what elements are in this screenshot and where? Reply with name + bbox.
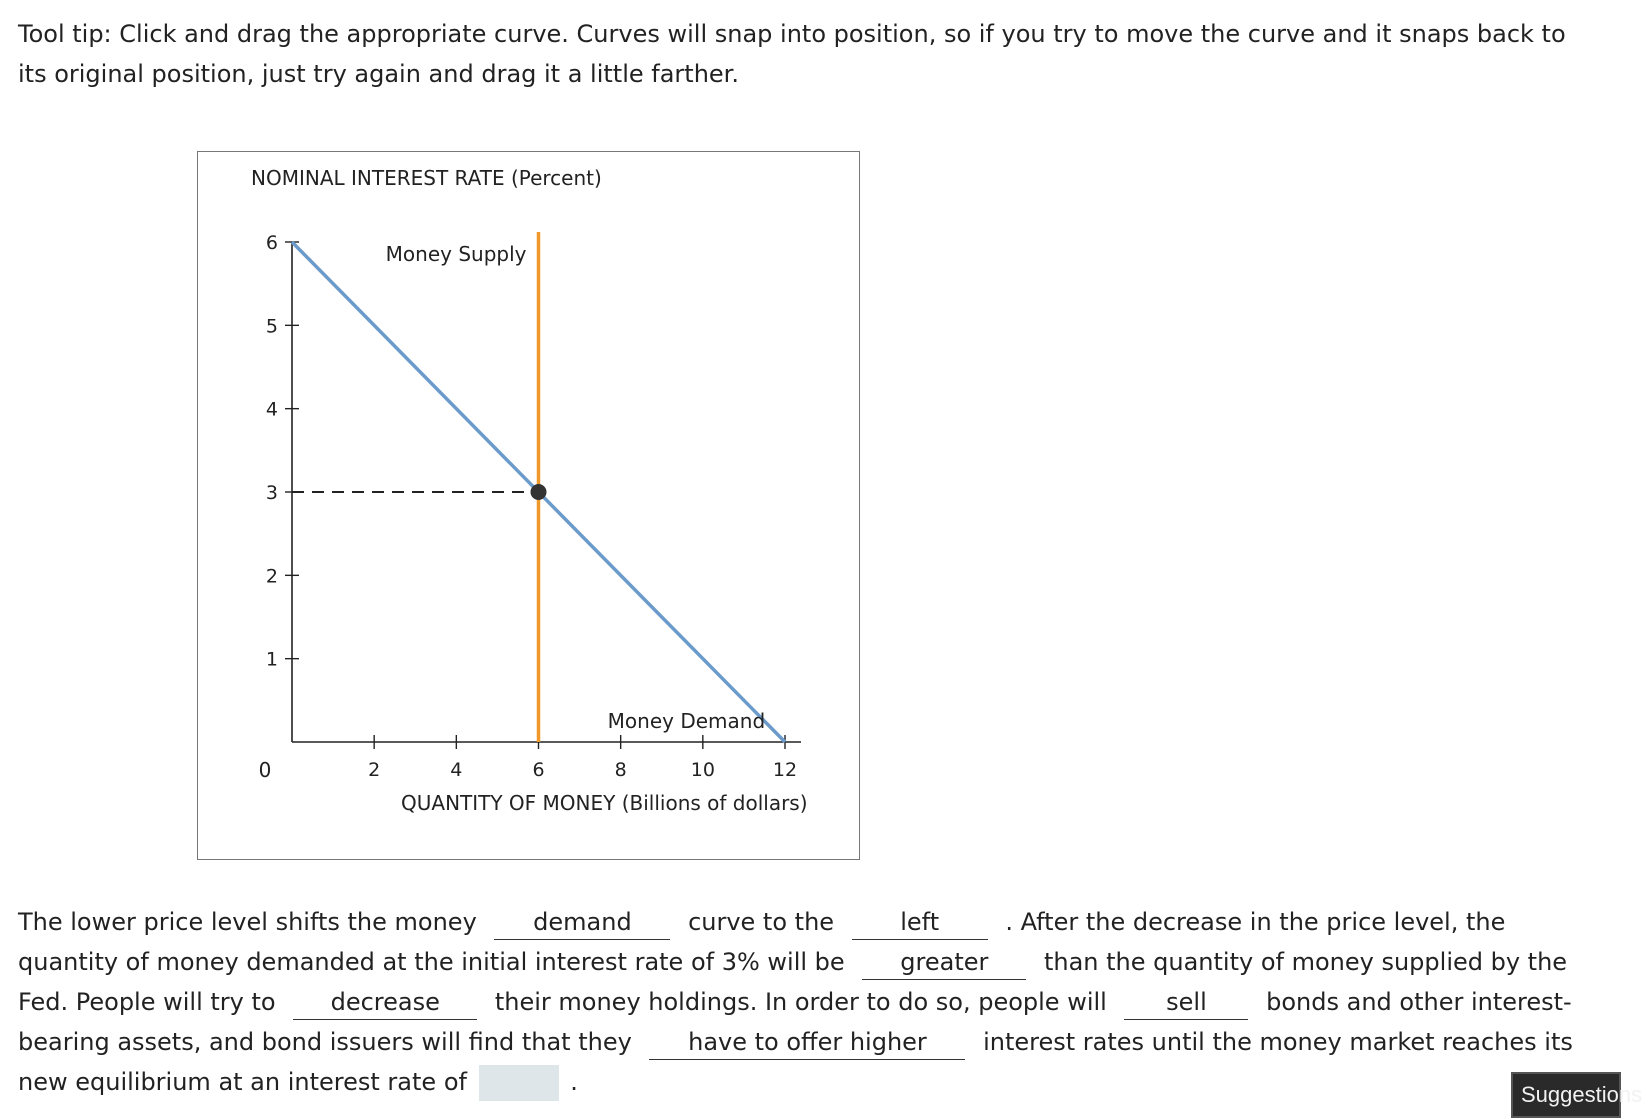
equilibrium-point bbox=[531, 484, 547, 500]
y-axis-label: NOMINAL INTEREST RATE (Percent) bbox=[251, 166, 602, 190]
sentence-part: than the quantity of money supplied by the Fed. People will try to bbox=[18, 948, 1568, 1016]
graph-panel bbox=[197, 151, 860, 860]
x-tick-label: 6 bbox=[532, 759, 545, 781]
tooltip-text: Tool tip: Click and drag the appropriate curve. Curves will snap into position, so if you try to move the curve and it snaps back to its original position, just try again and drag it a little farther. bbox=[18, 20, 1566, 88]
y-tick-label: 4 bbox=[265, 398, 278, 421]
y-tick-label: 6 bbox=[265, 232, 278, 254]
dropdown-bond-action[interactable]: sell bbox=[1124, 985, 1248, 1020]
sentence-part: curve to the bbox=[688, 908, 835, 936]
y-tick-label: 3 bbox=[265, 482, 278, 504]
sentence-part: The lower price level shifts the money bbox=[18, 908, 477, 936]
x-tick-label: 10 bbox=[690, 759, 715, 781]
sentence-part: bonds and other interest-bearing assets, and bond issuers will find that they bbox=[18, 988, 1572, 1056]
dropdown-offer-rate[interactable]: have to offer higher bbox=[649, 1025, 965, 1060]
y-tick-label: 2 bbox=[265, 565, 278, 588]
x-tick-label: 2 bbox=[368, 759, 381, 781]
sentence-part: interest rates until the money market reaches its new equilibrium at an interest rate of bbox=[18, 1028, 1573, 1096]
sentence-part: . bbox=[570, 1068, 578, 1096]
sentence-part: . After the decrease in the price level, the quantity of money demanded at the initial interest rate of 3% will be bbox=[18, 908, 1506, 976]
origin-label: 0 bbox=[258, 758, 272, 782]
question-paragraph bbox=[18, 902, 1598, 1102]
y-tick-label: 5 bbox=[265, 315, 278, 338]
x-tick-label: 8 bbox=[614, 759, 627, 781]
money-demand-label: Money Demand bbox=[607, 709, 766, 733]
money-supply-label: Money Supply bbox=[385, 242, 527, 266]
suggestions-button[interactable]: Suggestions bbox=[1511, 1072, 1621, 1118]
dropdown-direction[interactable]: left bbox=[852, 905, 988, 940]
x-axis-label: QUANTITY OF MONEY (Billions of dollars) bbox=[401, 791, 808, 815]
x-tick-label: 4 bbox=[450, 759, 463, 781]
dropdown-holdings-change[interactable]: decrease bbox=[293, 985, 477, 1020]
sentence-part: their money holdings. In order to do so, people will bbox=[494, 988, 1107, 1016]
dropdown-curve-type[interactable]: demand bbox=[494, 905, 670, 940]
x-tick-label: 12 bbox=[772, 759, 798, 781]
new-interest-rate-input[interactable] bbox=[479, 1065, 559, 1101]
money-market-chart bbox=[198, 152, 861, 861]
y-tick-label: 1 bbox=[265, 648, 278, 671]
dropdown-comparison[interactable]: greater bbox=[862, 945, 1026, 980]
